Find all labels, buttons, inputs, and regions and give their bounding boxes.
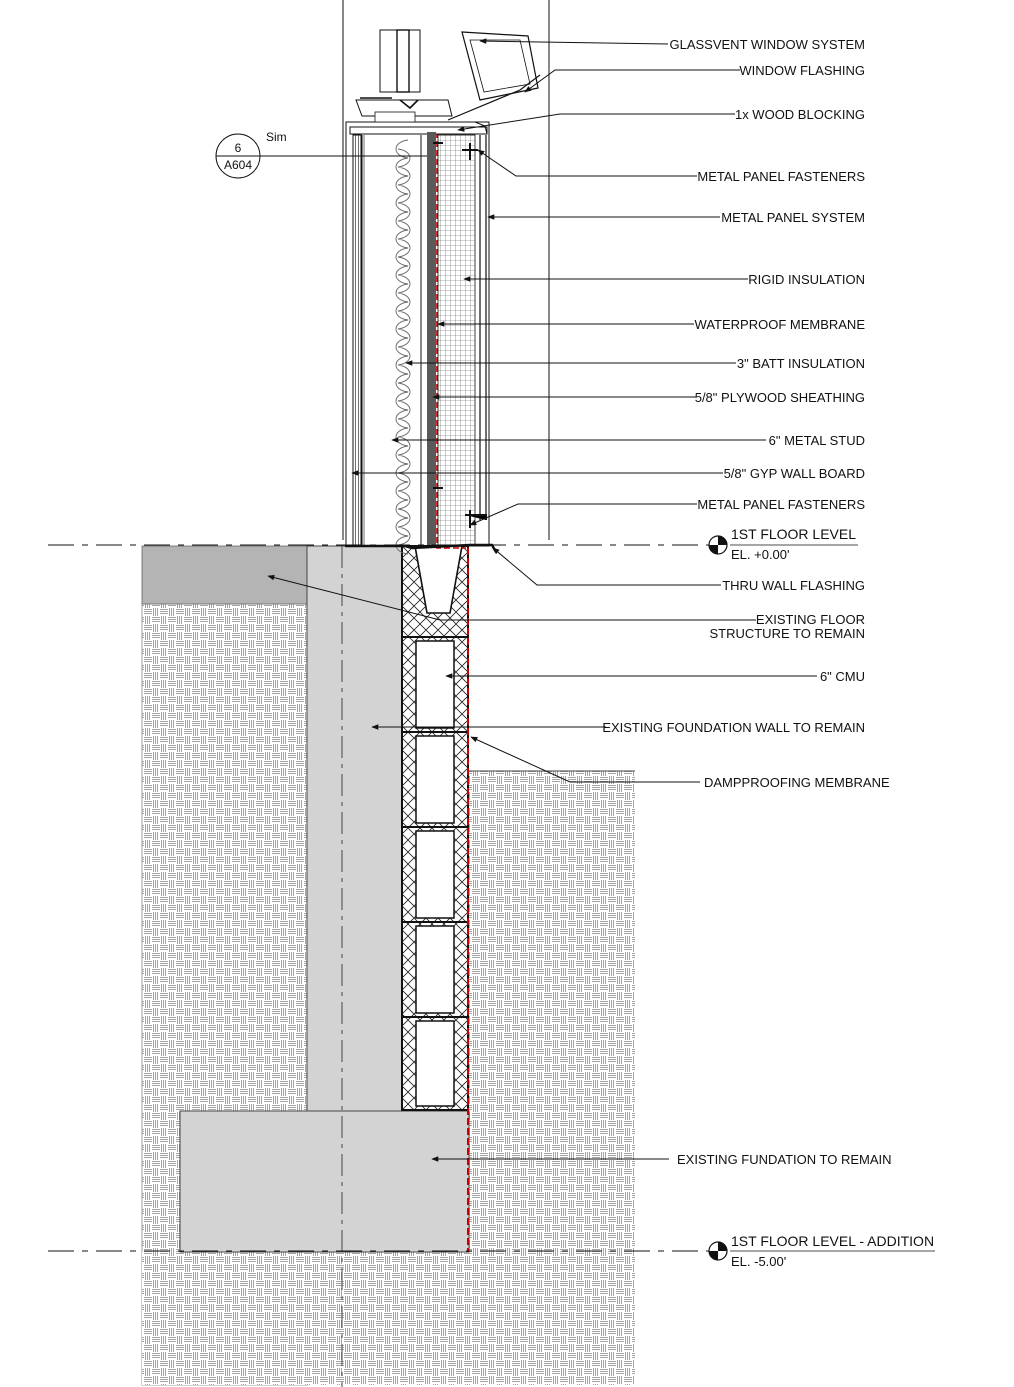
cmu-core	[416, 1021, 454, 1106]
callout-rigid-insulation: RIGID INSULATION	[748, 272, 865, 287]
callout-existing-foundation: EXISTING FUNDATION TO REMAIN	[677, 1152, 892, 1167]
cmu-wall	[402, 546, 468, 1110]
leader-metal-panel-fasteners-top	[478, 150, 697, 176]
callout-thru-wall-flashing: THRU WALL FLASHING	[722, 578, 865, 593]
framed-wall	[346, 122, 489, 554]
existing-footing	[180, 1111, 469, 1252]
callout-existing-foundation-wall: EXISTING FOUNDATION WALL TO REMAIN	[602, 720, 865, 735]
cmu-core	[416, 831, 454, 918]
cmu-core	[416, 641, 454, 728]
leader-window-flashing	[525, 70, 740, 92]
callout-metal-panel-fasteners-top: METAL PANEL FASTENERS	[697, 169, 865, 184]
cmu-core	[416, 926, 454, 1013]
detail-note: Sim	[266, 130, 287, 144]
level-marker-icon	[709, 536, 727, 554]
callout-wood-blocking: 1x WOOD BLOCKING	[734, 107, 865, 122]
callout-metal-panel-fasteners-bottom: METAL PANEL FASTENERS	[697, 497, 865, 512]
existing-slab	[142, 546, 308, 604]
soil-under-footing	[142, 1252, 635, 1385]
callout-cmu: 6" CMU	[819, 669, 865, 684]
detail-number: 6	[234, 141, 242, 155]
leader-thru-wall-flashing	[493, 548, 721, 585]
level-elevation: EL. +0.00'	[731, 547, 790, 562]
leader-metal-panel-fasteners-bottom	[470, 504, 697, 525]
callout-batt-insulation: 3" BATT INSULATION	[736, 356, 865, 371]
level-marker-icon	[709, 1242, 727, 1260]
callout-metal-stud: 6" METAL STUD	[768, 433, 865, 448]
callout-labels	[602, 37, 891, 1167]
existing-foundation-wall	[307, 546, 403, 1112]
callout-existing-floor-line1: EXISTING FLOOR	[755, 612, 865, 627]
callout-window-flashing: WINDOW FLASHING	[739, 63, 865, 78]
callout-glassvent-window-system: GLASSVENT WINDOW SYSTEM	[669, 37, 865, 52]
detail-sheet: A604	[223, 158, 253, 172]
callout-metal-panel-system: METAL PANEL SYSTEM	[721, 210, 865, 225]
callout-gyp-wall-board: 5/8" GYP WALL BOARD	[723, 466, 865, 481]
level-elevation: EL. -5.00'	[731, 1254, 787, 1269]
callout-dampproofing-membrane: DAMPPROOFING MEMBRANE	[704, 775, 890, 790]
detail-reference-tag	[216, 130, 427, 178]
cmu-core	[416, 736, 454, 823]
leader-wood-blocking	[458, 114, 735, 130]
level-name: 1ST FLOOR LEVEL - ADDITION	[731, 1233, 935, 1249]
callout-plywood-sheathing: 5/8" PLYWOOD SHEATHING	[694, 390, 865, 405]
callout-existing-floor-line2: STRUCTURE TO REMAIN	[709, 626, 865, 641]
level-name: 1ST FLOOR LEVEL	[731, 526, 857, 542]
callout-waterproof-membrane: WATERPROOF MEMBRANE	[694, 317, 865, 332]
